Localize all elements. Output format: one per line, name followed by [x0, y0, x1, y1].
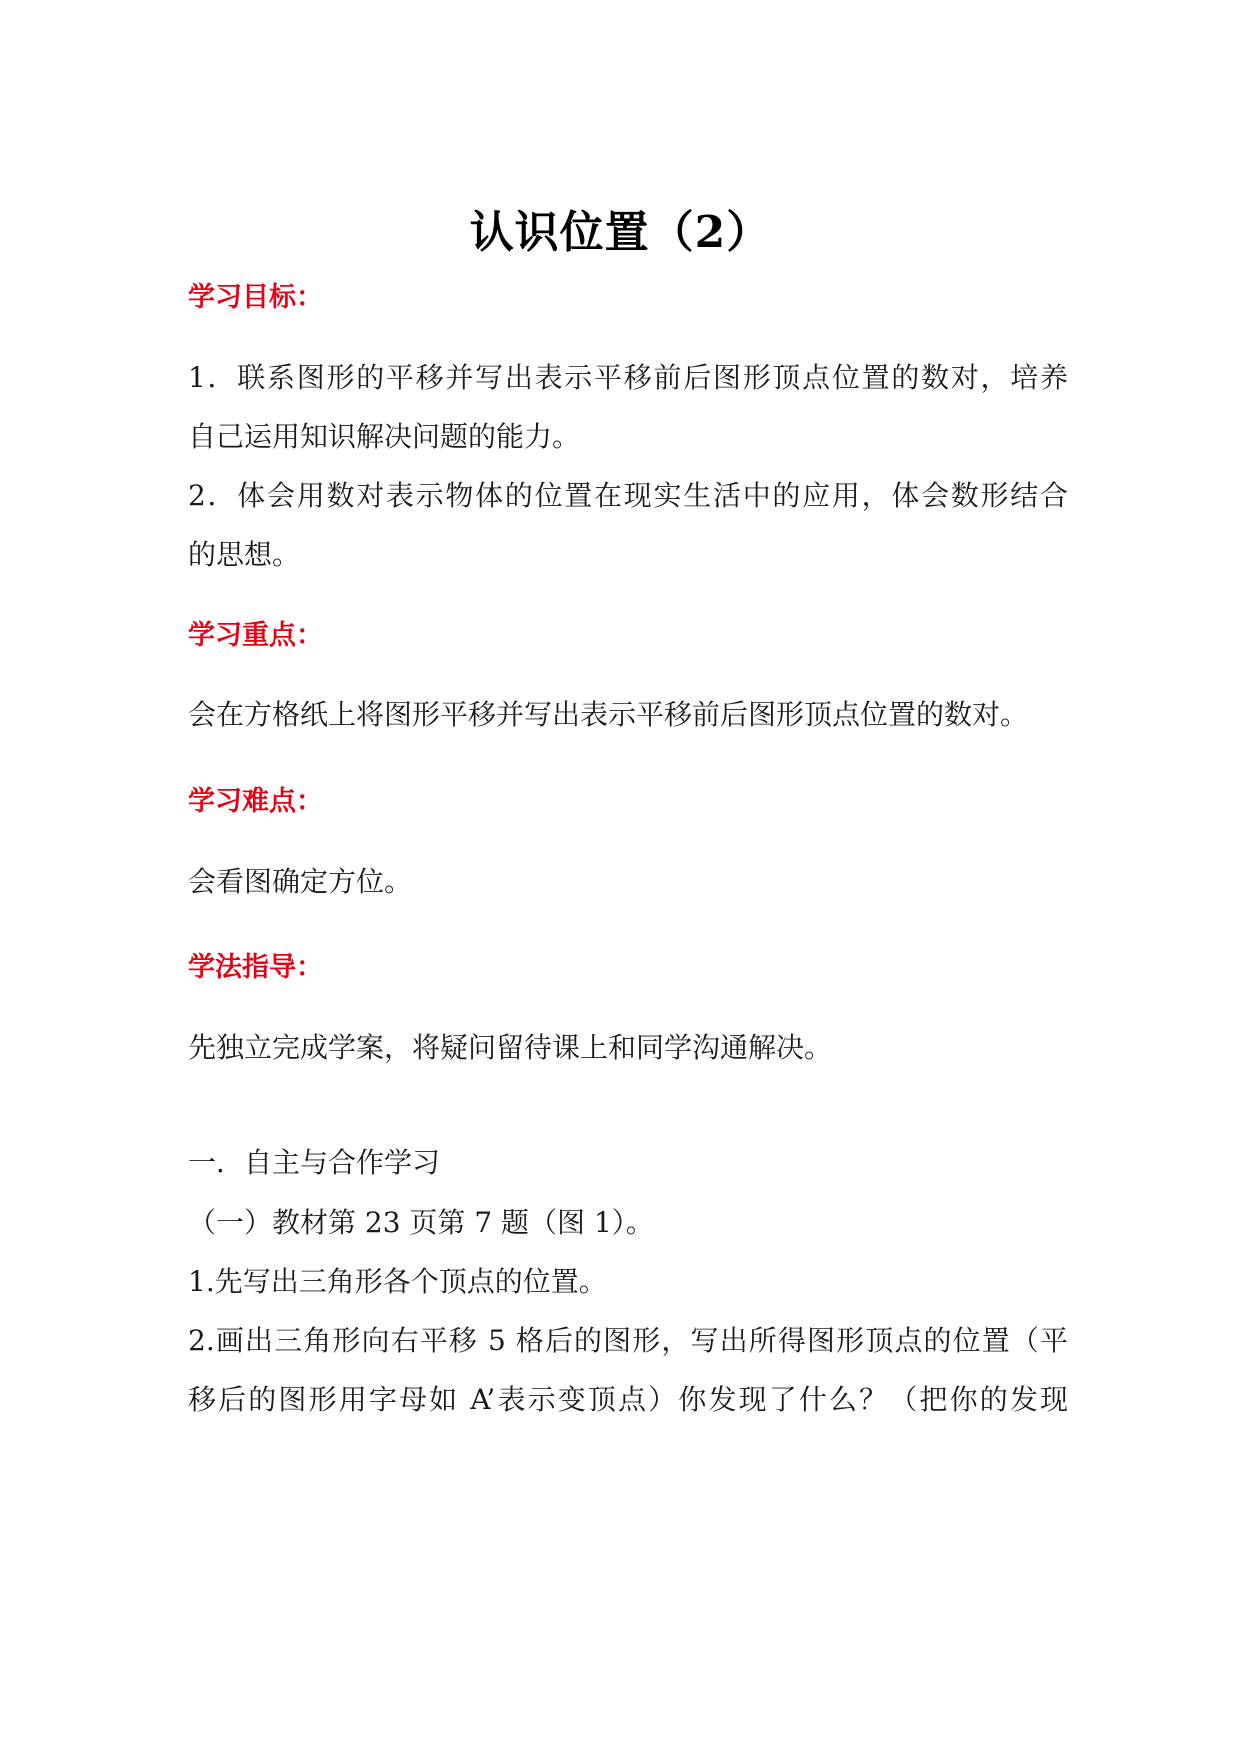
method-heading: 学法指导：: [188, 952, 323, 983]
page-title: 认识位置（2）: [469, 207, 772, 258]
objectives-line-3: 2．体会用数对表示物体的位置在现实生活中的应用，体会数形结合: [188, 479, 1068, 512]
part-one-heading: 一．自主与合作学习: [188, 1146, 441, 1179]
part-one-item-2-line-1: 2.画出三角形向右平移 5 格后的图形，写出所得图形顶点的位置（平: [188, 1324, 1068, 1357]
objectives-line-4: 的思想。: [188, 538, 301, 571]
part-one-subheading: （一）教材第 23 页第 7 题（图 1）。: [188, 1206, 654, 1239]
part-one-item-1: 1.先写出三角形各个顶点的位置。: [188, 1265, 607, 1298]
difficulties-line-1: 会看图确定方位。: [188, 865, 413, 898]
key-points-heading: 学习重点：: [188, 620, 323, 651]
key-points-line-1: 会在方格纸上将图形平移并写出表示平移前后图形顶点位置的数对。: [188, 698, 1029, 731]
difficulties-heading: 学习难点：: [188, 786, 323, 817]
objectives-line-2: 自己运用知识解决问题的能力。: [188, 420, 581, 453]
method-line-1: 先独立完成学案，将疑问留待课上和同学沟通解决。: [188, 1031, 833, 1064]
objectives-heading: 学习目标：: [188, 282, 323, 313]
part-one-item-2-line-2: 移后的图形用字母如 A’表示变顶点）你发现了什么？（把你的发现: [188, 1383, 1068, 1416]
objectives-line-1: 1．联系图形的平移并写出表示平移前后图形顶点位置的数对，培养: [188, 361, 1068, 394]
